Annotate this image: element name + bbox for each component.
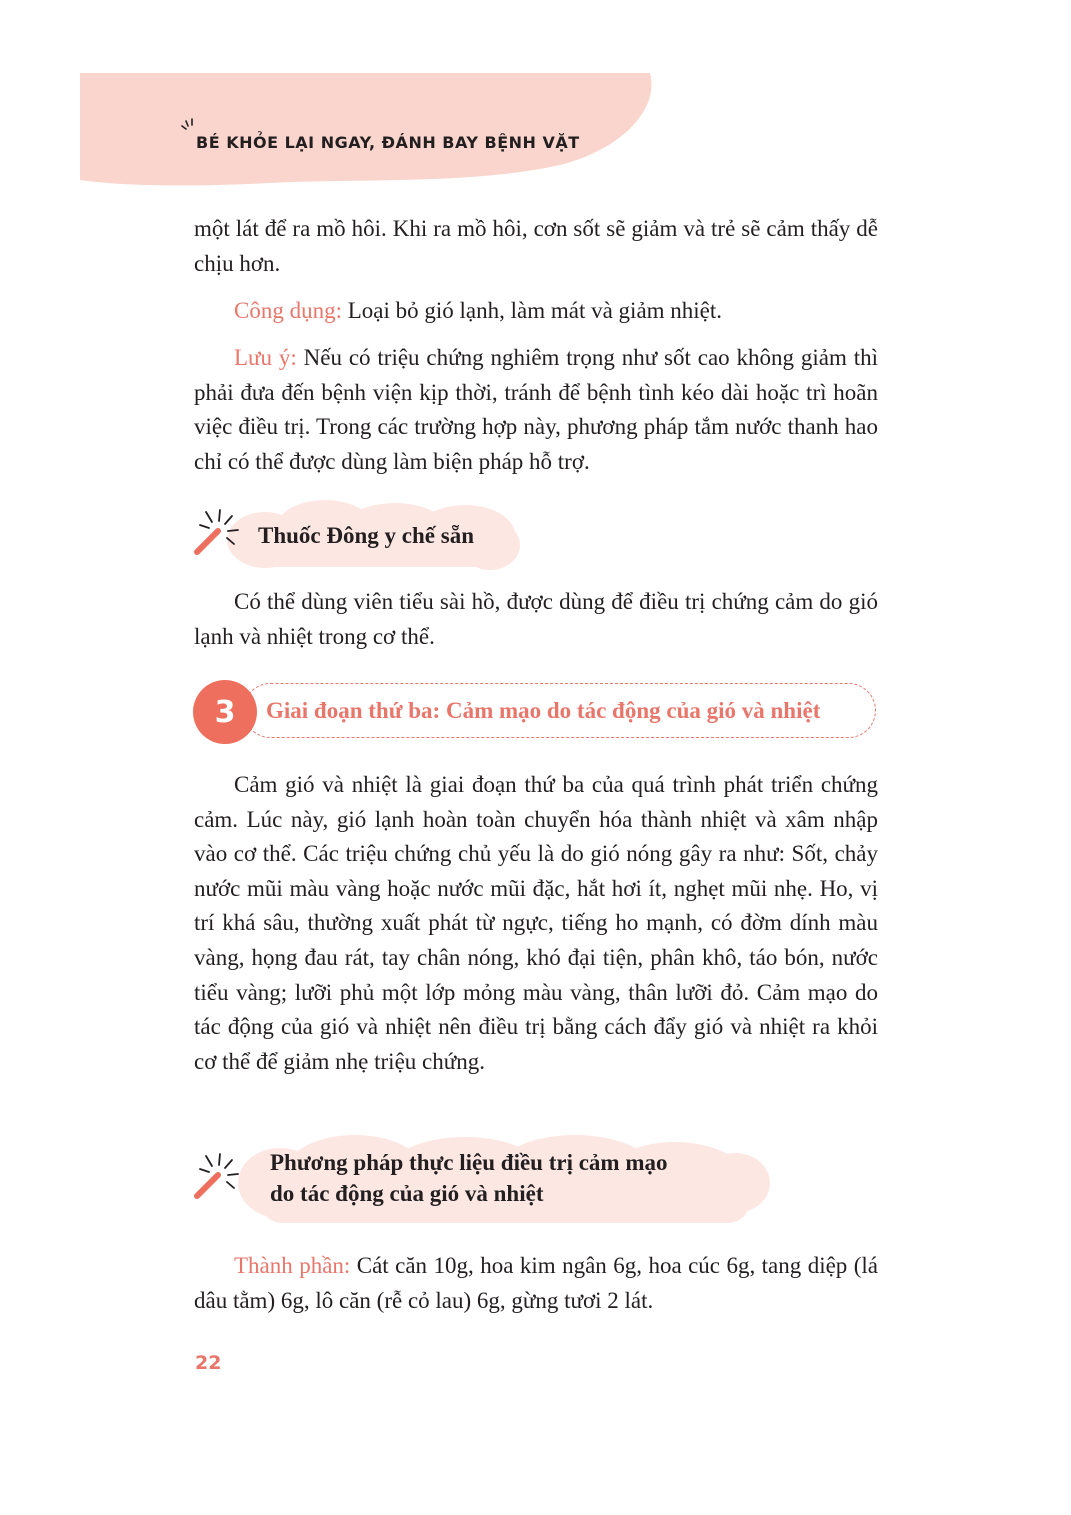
paragraph: một lát để ra mồ hôi. Khi ra mồ hôi, cơn sốt sẽ giảm và trẻ sẽ cảm thấy dễ chịu hơn. [194,216,878,276]
note-label: Lưu ý: [234,345,297,370]
paragraph-usage [194,294,878,329]
paragraph-note [194,341,878,479]
usage-label: Công dụng: [234,298,342,323]
usage-text: Loại bỏ gió lạnh, làm mát và giảm nhiệt. [341,298,723,323]
section-title-line-1: Phương pháp thực liệu điều trị cảm mạo [270,1150,668,1175]
section-title: Thuốc Đông y chế sẵn [258,523,474,548]
stage-number-badge: 3 [193,680,257,744]
paragraph-ingredients [194,1249,878,1318]
page-number: 22 [195,1352,222,1374]
header-banner [0,0,1071,200]
ingredients-label: Thành phần: [234,1253,351,1278]
paragraph: Có thể dùng viên tiểu sài hồ, được dùng để điều trị chứng cảm do gió lạnh và nhiệt trong cơ thể. [194,589,878,649]
magic-wand-icon [190,1152,246,1202]
running-header: BÉ KHỎE LẠI NGAY, ĐÁNH BAY BỆNH VẶT [196,133,580,152]
stage-heading: Giai đoạn thứ ba: Cảm mạo do tác động của gió và nhiệt [266,698,821,723]
ingredients-text: Cát căn 10g, hoa kim ngân 6g, hoa cúc 6g, tang diệp (lá dâu tằm) 6g, lô căn (rễ cỏ lau) 6g, gừng tươi 2 lát. [194,1253,879,1313]
paragraph: Cảm gió và nhiệt là giai đoạn thứ ba của quá trình phát triển chứng cảm. Lúc này, gió lạnh hoàn toàn chuyển hóa thành nhiệt và xâm nhập vào cơ thể. Các triệu chứng chủ yếu là do gió nóng gây ra như: Sốt, chảy nước mũi màu vàng hoặc nước mũi đặc, hắt hơi ít, nghẹt mũi nhẹ. Ho, vị trí khá sâu, thường xuất phát từ ngực, tiếng ho mạnh, có đờm dính màu vàng, họng đau rát, tay chân nóng, khó đại tiện, phân khô, táo bón, nước tiểu vàng; lưỡi phủ một lớp mỏng màu vàng, thân lưỡi đỏ. Cảm mạo do tác động của gió và nhiệt nên điều trị bằng cách đẩy gió và nhiệt ra khỏi cơ thể để giảm nhẹ triệu chứng. [194,772,878,1074]
section-title-line-2: do tác động của gió và nhiệt [270,1181,544,1206]
magic-wand-icon [190,508,246,558]
note-text: Nếu có triệu chứng nghiêm trọng như sốt cao không giảm thì phải đưa đến bệnh viện kịp thời, tránh để bệnh tình kéo dài hoặc trì hoãn việc điều trị. Trong các trường hợp này, phương pháp tắm nước thanh hao chỉ có thể được dùng làm biện pháp hỗ trợ. [194,345,879,474]
